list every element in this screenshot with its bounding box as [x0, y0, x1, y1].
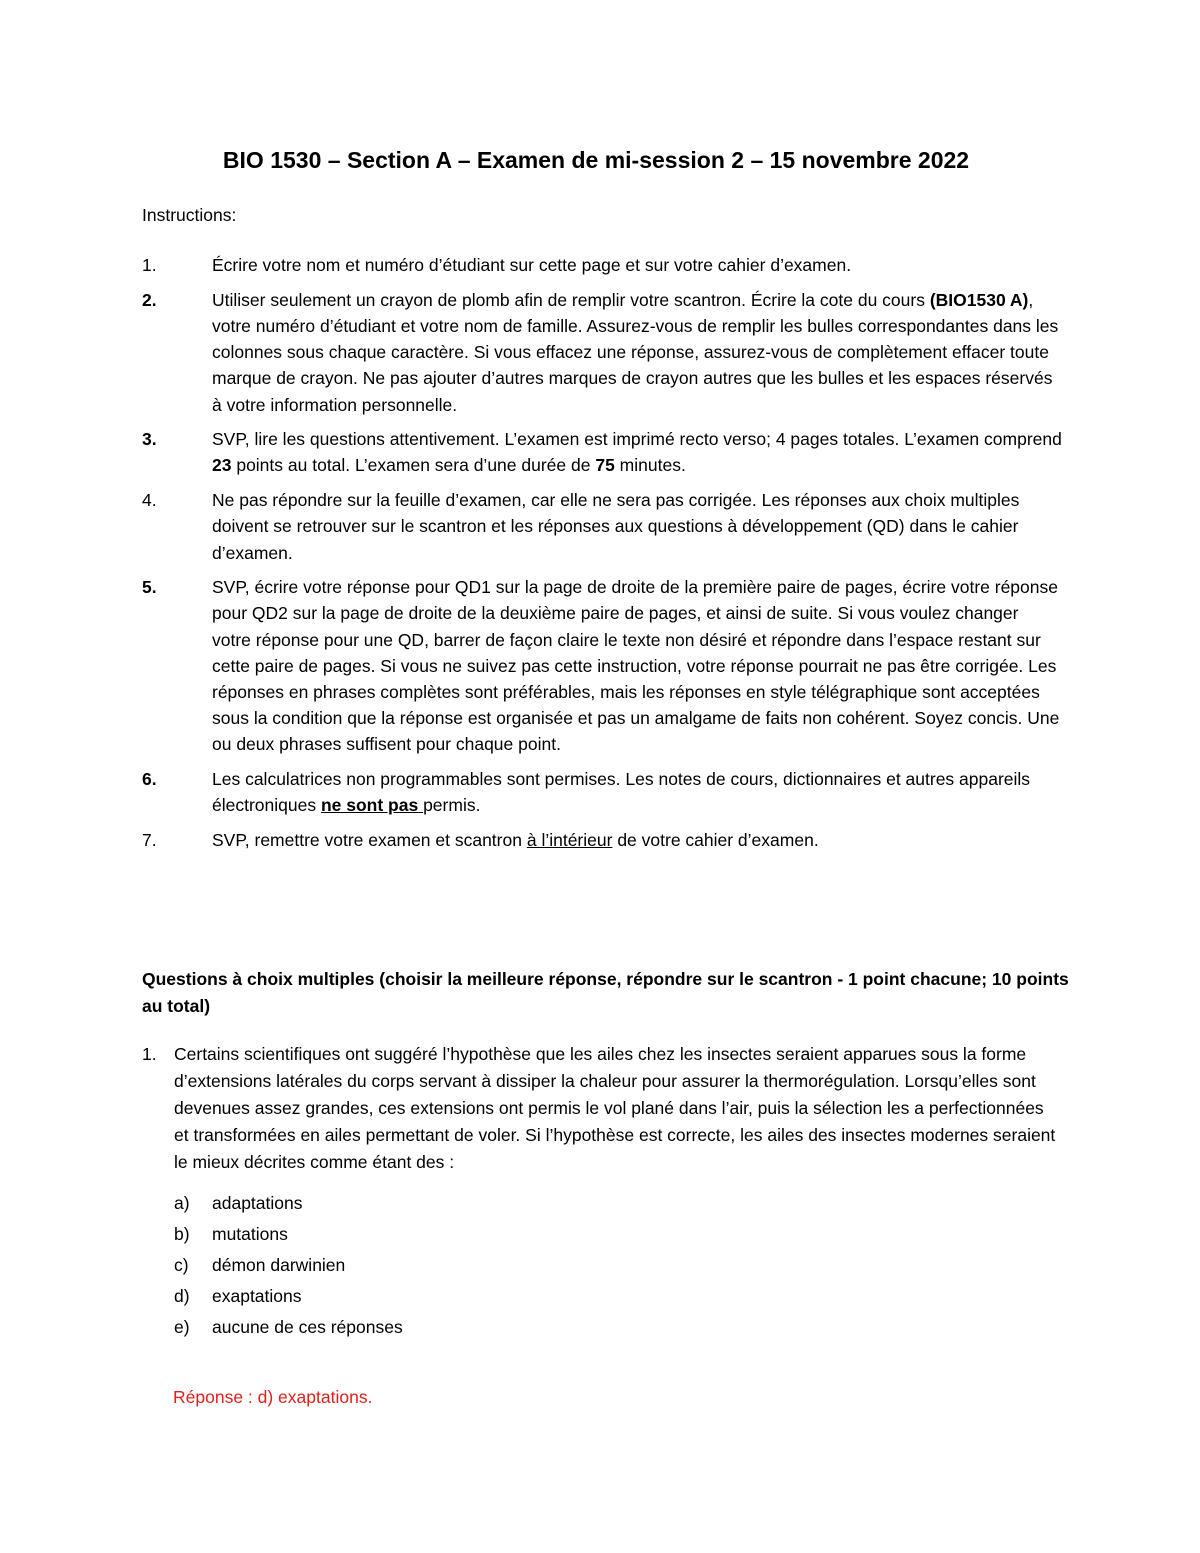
option-text: mutations: [212, 1224, 288, 1244]
option-text: adaptations: [212, 1193, 303, 1213]
instruction-number: 7.: [142, 830, 157, 851]
instruction-text: points au total. L’examen sera d’une durée de: [231, 455, 596, 476]
option-a: [174, 1188, 1062, 1219]
instruction-number: 6.: [142, 769, 157, 790]
instructions-label: Instructions:: [142, 205, 237, 225]
instruction-text: Écrire votre nom et numéro d’étudiant sur cette page et sur votre cahier d’examen.: [212, 255, 852, 275]
instruction-number: 3.: [142, 429, 157, 450]
instruction-number: 5.: [142, 577, 157, 598]
answer-key: Réponse : d) exaptations.: [173, 1387, 373, 1407]
instruction-number: 4.: [142, 490, 157, 511]
emphasis-inside: à l’intérieur: [526, 830, 613, 851]
emphasis-not-allowed: ne sont pas: [320, 795, 424, 816]
option-letter: e): [174, 1317, 190, 1337]
option-letter: b): [174, 1224, 190, 1244]
instruction-text: Utiliser seulement un crayon de plomb afin de remplir votre scantron. Écrire la cote du cours: [212, 289, 930, 310]
instruction-number: 1.: [142, 255, 157, 275]
mcq-section-heading: Questions à choix multiples (choisir la meilleure réponse, répondre sur le scantron - 1 point chacune; 10 points au total): [142, 969, 1069, 1016]
instruction-number: 2.: [142, 289, 157, 310]
option-c: [174, 1250, 1062, 1281]
exam-title: BIO 1530 – Section A – Examen de mi-session 2 – 15 novembre 2022: [222, 147, 970, 173]
option-b: [174, 1219, 1062, 1250]
question-1: [142, 1041, 1062, 1343]
exam-duration: 75: [595, 455, 615, 476]
instruction-text: Ne pas répondre sur la feuille d’examen, car elle ne sera pas corrigée. Les réponses aux choix multiples doivent se retrouver sur le scantron et les réponses aux questions à développement (QD) dans le cahier d’examen.: [212, 490, 1020, 563]
option-text: exaptations: [212, 1286, 302, 1306]
instruction-item-3: [142, 426, 1062, 478]
course-code: (BIO1530 A): [929, 289, 1029, 310]
instruction-text: Les calculatrices non programmables sont permises. Les notes de cours, dictionnaires et autres appareils électroniques: [212, 769, 1031, 816]
instruction-text: SVP, écrire votre réponse pour QD1 sur la page de droite de la première paire de pages, écrire votre réponse pour QD2 sur la page de droite de la deuxième paire de pages, et ainsi de suite. Si vous voulez changer votre réponse pour une QD, barrer de façon claire le texte non désiré et répondre dans l’espace restant sur cette paire de pages. Si vous ne suivez pas cette instruction, votre réponse pourrait ne pas être corrigée. Les réponses en phrases complètes sont préférables, mais les réponses en style télégraphique sont acceptées sous la condition que la réponse est organisée et pas un amalgame de faits non cohérent. Soyez concis. Une ou deux phrases suffisent pour chaque point.: [212, 577, 1060, 755]
option-text: aucune de ces réponses: [212, 1317, 403, 1337]
question-stem: [142, 1041, 1062, 1176]
instruction-item-1: [142, 252, 1062, 278]
total-points: 23: [212, 455, 232, 476]
instruction-text: SVP, remettre votre examen et scantron: [212, 830, 527, 851]
option-letter: c): [174, 1255, 189, 1275]
instruction-item-2: [142, 287, 1062, 418]
option-text: démon darwinien: [212, 1255, 346, 1275]
option-d: [174, 1281, 1062, 1312]
instruction-text: minutes.: [614, 455, 686, 476]
instruction-text: de votre cahier d’examen.: [612, 830, 819, 851]
option-e: [174, 1312, 1062, 1343]
answer-options: [142, 1188, 1062, 1343]
instruction-item-6: [142, 766, 1062, 818]
question-number: 1.: [142, 1044, 157, 1064]
question-text: Certains scientifiques ont suggéré l’hypothèse que les ailes chez les insectes seraient apparues sous la forme d’extensions latérales du corps servant à dissiper la chaleur pour assurer la thermorégulation. Lorsqu’elles sont devenues assez grandes, ces extensions ont permis le vol plané dans l’air, puis la sélection les a perfectionnées et transformées en ailes permettant de voler. Si l’hypothèse est correcte, les ailes des insectes modernes seraient le mieux décrites comme étant des :: [174, 1044, 1056, 1172]
instruction-text: permis.: [423, 795, 481, 816]
option-letter: d): [174, 1286, 190, 1306]
instruction-text: SVP, lire les questions attentivement. L’examen est imprimé recto verso; 4 pages totales. L’examen comprend: [212, 429, 1062, 450]
instruction-item-4: [142, 487, 1062, 566]
instructions-list: [142, 252, 1062, 862]
instruction-text: , votre numéro d’étudiant et votre nom de famille. Assurez-vous de remplir les bulles correspondantes dans les colonnes sous chaque caractère. Si vous effacez une réponse, assurez-vous de complètement effacer toute marque de crayon. Ne pas ajouter d’autres marques de crayon autres que les bulles et les espaces réservés à votre information personnelle.: [212, 289, 1059, 415]
instruction-item-7: [142, 827, 1062, 853]
option-letter: a): [174, 1193, 190, 1213]
instruction-item-5: [142, 574, 1062, 757]
